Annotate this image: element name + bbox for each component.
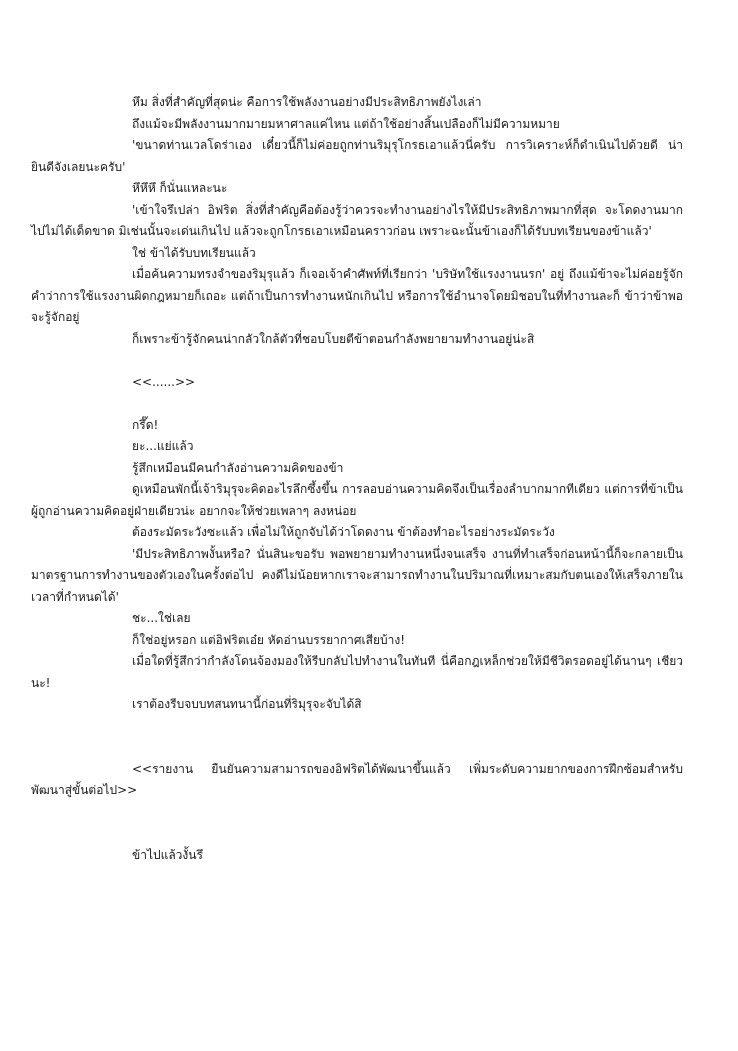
paragraph: 'เข้าใจรึเปล่า อิฟริต สิ่งที่สำคัญคือต้องรู้ว่าควรจะทำงานอย่างไรให้มีประสิทธิภาพมากที่สุด จะโดดงานมากไปไม่ได้เด็ดขาด มิเช่นนั้นจะเด่นเกินไป แล้วจะถูกโกรธเอาเหมือนคราวก่อน เพราะฉะนั้นข้าเองก็ได้รับบทเรียนของข้าแล้ว'	[31, 202, 683, 238]
paragraph: เมื่อค้นความทรงจำของริมุรุแล้ว ก็เจอเจ้าคำศัพท์ที่เรียกว่า 'บริษัทใช้แรงงานนรก' อยู่ ถึงแม้ข้าจะไม่ค่อยรู้จักคำว่าการใช้แรงงานผิดกฎหมายก็เถอะ แต่ถ้าเป็นการทำงานหนักเกินไป หรือการใช้อำนาจโดยมิชอบในที่ทำงานละก็ ข้าว่าข้าพอจะรู้จักอยู่	[31, 267, 683, 324]
paragraph: <<รายงาน ยืนยันความสามารถของอิฟริตได้พัฒนาขึ้นแล้ว เพิ่มระดับความยากของการฝึกซ้อมสำหรับพัฒนาสู่ขั้นต่อไป>>	[31, 761, 683, 797]
paragraph: ข้าไปแล้วงั้นรึ	[132, 847, 203, 862]
paragraph: <<......>>	[132, 374, 196, 389]
paragraph: ชะ...ใช่เลย	[132, 611, 191, 625]
paragraph: ดูเหมือนพักนี้เจ้าริมุรุจะคิดอะไรลึกซึ้งขึ้น การลอบอ่านความคิดจึงเป็นเรื่องลำบากมากทีเดียว แต่การที่ข้าเป็นผู้ถูกอ่านความคิดอยู่ฝ่ายเดียวน่ะ อยากจะให้ช่วยเพลาๆ ลงหน่อย	[31, 482, 683, 518]
document-body	[31, 92, 683, 866]
blank-line	[31, 393, 683, 415]
blank-line	[31, 802, 683, 845]
paragraph: เราต้องรีบจบบทสนทนานี้ก่อนที่ริมุรุจะจับได้สิ	[132, 697, 362, 711]
blank-line	[31, 350, 683, 372]
paragraph: หึหึหึ ก็นั่นแหละนะ	[132, 181, 228, 195]
paragraph: รู้สึกเหมือนมีคนกำลังอ่านความคิดของข้า	[132, 460, 344, 475]
paragraph: ยะ...แย่แล้ว	[132, 439, 194, 453]
paragraph: หึม สิ่งที่สำคัญที่สุดน่ะ คือการใช้พลังงานอย่างมีประสิทธิภาพยังไงเล่า	[132, 95, 482, 109]
paragraph: ใช่ ข้าได้รับบทเรียนแล้ว	[132, 245, 256, 260]
paragraph: ต้องระมัดระวังซะแล้ว เพื่อไม่ให้ถูกจับได้ว่าโดดงาน ข้าต้องทำอะไรอย่างระมัดระวัง	[132, 525, 555, 539]
paragraph: ก็เพราะข้ารู้จักคนน่ากลัวใกล้ตัวที่ชอบโบยตีข้าตอนกำลังพยายามทำงานอยู่น่ะสิ	[132, 331, 535, 346]
blank-line	[31, 716, 683, 759]
paragraph: เมื่อใดที่รู้สึกว่ากำลังโดนจ้องมองให้รีบกลับไปทำงานในทันที นี่คือกฎเหล็กช่วยให้มีชีวิตรอดอยู่ได้นานๆ เชียวนะ!	[31, 654, 683, 690]
paragraph: ก็ใช่อยู่หรอก แต่อิฟริตเอ๋ย หัดอ่านบรรยากาศเสียบ้าง!	[132, 632, 406, 647]
paragraph: 'ขนาดท่านเวลโดร่าเอง เดี๋ยวนี้ก็ไม่ค่อยถูกท่านริมุรุโกรธเอาแล้วนี่ครับ การวิเคราะห์ก็ดำเนินไปด้วยดี น่ายินดีจังเลยนะครับ'	[31, 138, 683, 174]
paragraph: กรึ๊ด!	[132, 417, 159, 432]
paragraph: ถึงแม้จะมีพลังงานมากมายมหาศาลแค่ไหน แต่ถ้าใช้อย่างสิ้นเปลืองก็ไม่มีความหมาย	[132, 116, 560, 131]
paragraph: 'มีประสิทธิภาพงั้นหรือ? นั่นสินะขอรับ พอพยายามทำงานหนึ่งจนเสร็จ งานที่ทำเสร็จก่อนหน้านี้ก็จะกลายเป็นมาตรฐานการทำงานของตัวเองในครั้งต่อไป คงดีไม่น้อยหากเราจะสามารถทำงานในปริมาณที่เหมาะสมกับตนเองให้เสร็จภายในเวลาที่กำหนดได้'	[31, 546, 683, 604]
